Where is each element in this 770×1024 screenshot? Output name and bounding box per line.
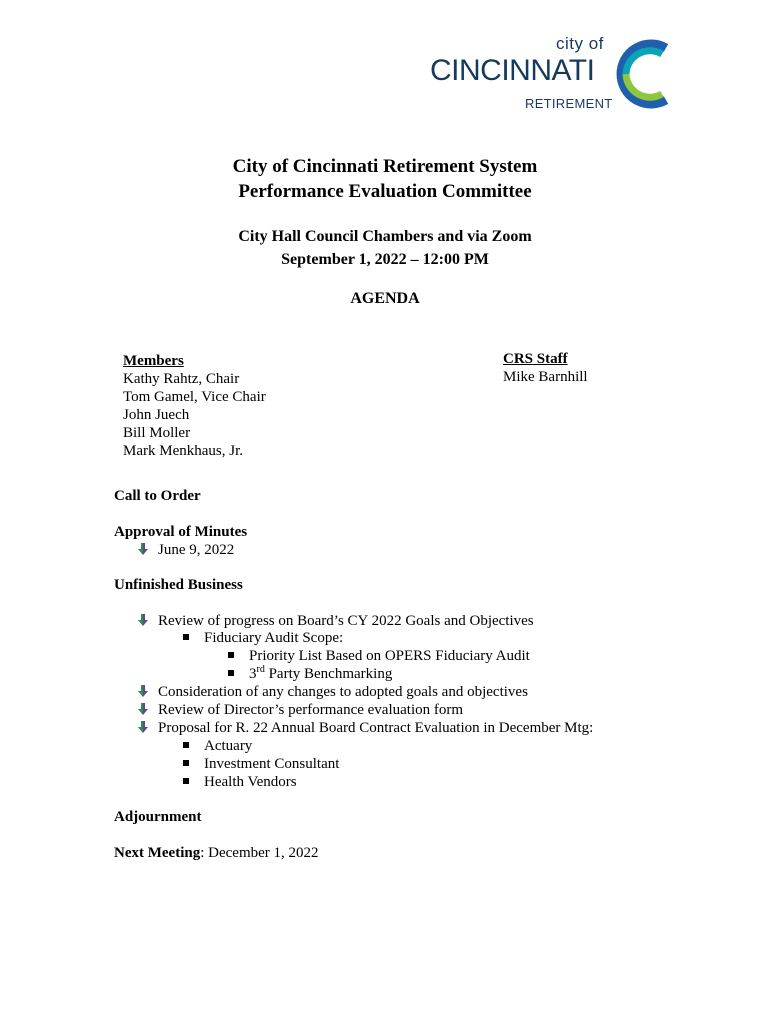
square-bullet-icon — [228, 670, 234, 676]
cincinnati-retirement-logo — [430, 32, 675, 116]
next-meeting-line — [114, 844, 319, 862]
member-item: Mark Menkhaus, Jr. — [123, 443, 243, 459]
approval-of-minutes-heading: Approval of Minutes — [114, 524, 248, 540]
proposal-item: Proposal for R. 22 Annual Board Contract Evaluation in December Mtg: — [158, 720, 594, 736]
square-bullet-icon — [183, 742, 189, 748]
unfinished-business-heading: Unfinished Business — [114, 577, 243, 593]
arrow-bullet-icon — [136, 702, 150, 716]
square-bullet-icon — [228, 652, 234, 658]
adjournment-heading: Adjournment — [114, 809, 202, 825]
next-meeting-date: : December 1, 2022 — [200, 845, 319, 861]
agenda-heading: AGENDA — [350, 290, 420, 307]
staff-item: Mike Barnhill — [503, 369, 588, 385]
sub-item-actuary: Actuary — [204, 738, 253, 754]
document-title-line1: City of Cincinnati Retirement System — [232, 156, 538, 177]
member-item: John Juech — [123, 407, 190, 423]
consideration-item: Consideration of any changes to adopted goals and objectives — [158, 684, 528, 700]
third-party-benchmarking-item: 3rd Party Benchmarking — [249, 664, 393, 682]
meeting-datetime: September 1, 2022 – 12:00 PM — [281, 251, 489, 268]
square-bullet-icon — [183, 760, 189, 766]
call-to-order-heading: Call to Order — [114, 488, 201, 504]
sub-item-investment-consultant: Investment Consultant — [204, 756, 340, 772]
arrow-bullet-icon — [136, 542, 150, 556]
logo-c-mark-icon — [614, 34, 674, 114]
member-item: Bill Moller — [123, 425, 191, 441]
member-item: Tom Gamel, Vice Chair — [123, 389, 266, 405]
next-meeting-label: Next Meeting — [114, 845, 201, 861]
staff-heading: CRS Staff — [503, 351, 568, 367]
logo-cincinnati-text: CINCINNATI — [430, 54, 595, 87]
arrow-bullet-icon — [136, 720, 150, 734]
review-director-item: Review of Director’s performance evaluation form — [158, 702, 464, 718]
arrow-bullet-icon — [136, 684, 150, 698]
logo-city-of-text: city of — [556, 34, 604, 53]
member-item: Kathy Rahtz, Chair — [123, 371, 240, 387]
document-title-line2: Performance Evaluation Committee — [238, 181, 532, 202]
sub-item-health-vendors: Health Vendors — [204, 774, 297, 790]
square-bullet-icon — [183, 778, 189, 784]
square-bullet-icon — [183, 634, 189, 640]
approval-minutes-item: June 9, 2022 — [158, 542, 235, 558]
priority-list-item: Priority List Based on OPERS Fiduciary Audit — [249, 648, 530, 664]
fiduciary-audit-scope-item: Fiduciary Audit Scope: — [204, 630, 344, 646]
logo-retirement-text: RETIREMENT — [525, 96, 613, 111]
arrow-bullet-icon — [136, 613, 150, 627]
review-progress-item: Review of progress on Board’s CY 2022 Goals and Objectives — [158, 613, 534, 629]
members-heading: Members — [123, 353, 184, 369]
meeting-location: City Hall Council Chambers and via Zoom — [238, 228, 532, 245]
